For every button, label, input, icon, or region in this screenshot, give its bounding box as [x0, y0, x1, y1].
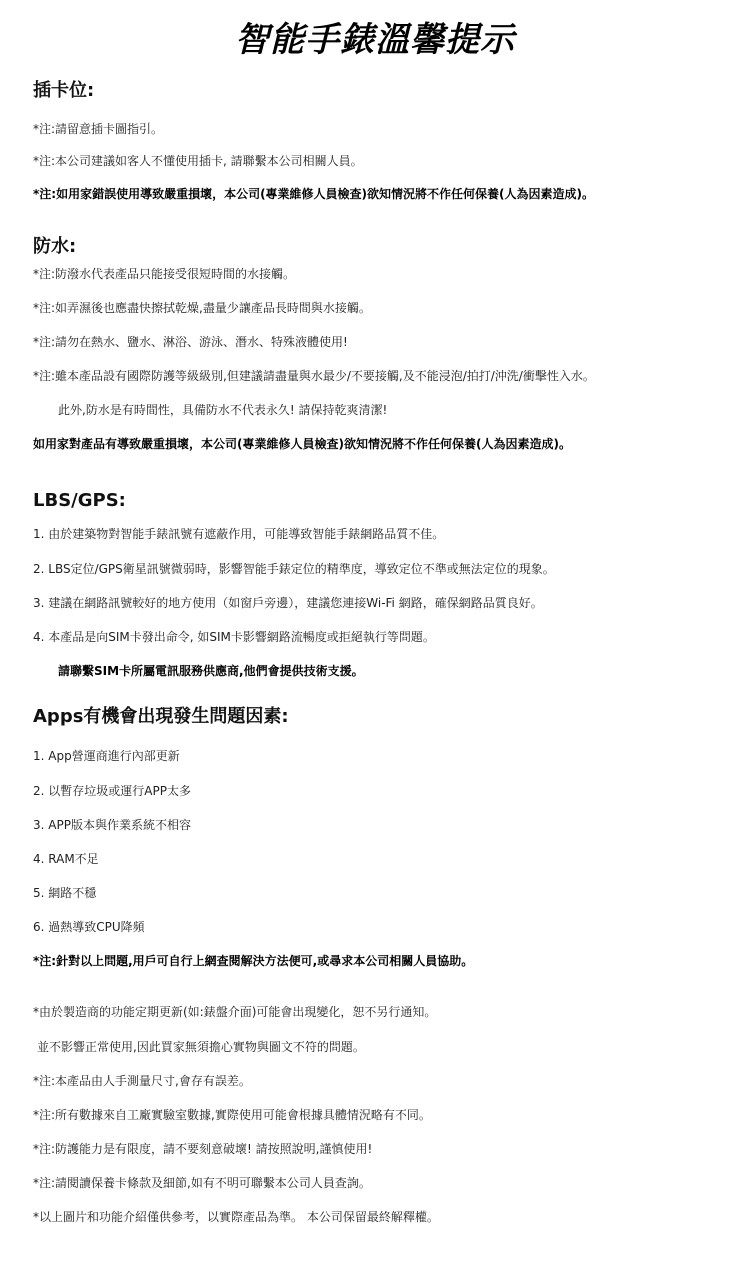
card-slot-heading: 插卡位:	[33, 80, 95, 101]
lbs-item: 4. 本產品是向SIM卡發出命令, 如SIM卡影響網路流暢度或拒絕執行等問題。	[33, 630, 435, 644]
lbs-heading: LBS/GPS:	[33, 490, 126, 511]
apps-item: 6. 過熱導致CPU降頻	[33, 920, 145, 934]
waterproof-note: *注:如弄濕後也應盡快擦拭乾燥,盡量少讓產品長時間與水接觸。	[33, 301, 371, 315]
general-note: *由於製造商的功能定期更新(如:錶盤介面)可能會出現變化，恕不另行通知。	[33, 1005, 437, 1019]
card-slot-note: *注:請留意插卡圖指引。	[33, 122, 164, 136]
waterproof-note: *注:請勿在熱水、鹽水、淋浴、游泳、潛水、特殊液體使用!	[33, 335, 348, 349]
apps-item: 1. App營運商進行內部更新	[33, 749, 180, 763]
apps-item: 3. APP版本與作業系統不相容	[33, 818, 191, 832]
lbs-item: 1. 由於建築物對智能手錶訊號有遮蔽作用，可能導致智能手錶網路品質不佳。	[33, 527, 445, 541]
general-note: *注:本產品由人手測量尺寸,會存有誤差。	[33, 1074, 251, 1088]
lbs-item: 3. 建議在網路訊號較好的地方使用（如窗戶旁邊），建議您連接Wi-Fi 網路，確保網路品質良好。	[33, 596, 543, 610]
apps-item: 5. 網路不穩	[33, 886, 97, 900]
general-note: *注:所有數據來自工廠實驗室數據,實際使用可能會根據具體情況略有不同。	[33, 1108, 431, 1122]
apps-support-note: *注:針對以上問題,用戶可自行上網查閱解決方法便可,或尋求本公司相關人員協助。	[33, 954, 474, 968]
waterproof-note: *注:雖本產品設有國際防護等級級別,但建議請盡量與水最少/不要接觸,及不能浸泡/拍打/沖洗/衝擊性入水。	[33, 369, 595, 383]
card-slot-note: *注:本公司建議如客人不懂使用插卡, 請聯繫本公司相關人員。	[33, 154, 363, 168]
general-note: 並不影響正常使用,因此買家無須擔心實物與圖文不符的問題。	[37, 1040, 365, 1054]
general-note: *注:請閱讀保養卡條款及細節,如有不明可聯繫本公司人員查詢。	[33, 1176, 371, 1190]
general-note: *注:防護能力是有限度，請不要刻意破壞! 請按照說明,謹慎使用!	[33, 1142, 373, 1156]
card-slot-warning: *注:如用家錯誤使用導致嚴重損壞，本公司(專業維修人員檢查)欲知情況將不作任何保養(人為因素造成)。	[33, 187, 595, 201]
apps-item: 4. RAM不足	[33, 852, 99, 866]
page-title: 智能手錶溫馨提示	[235, 20, 515, 60]
waterproof-note: *注:防潑水代表產品只能接受很短時間的水接觸。	[33, 267, 296, 281]
apps-item: 2. 以暫存垃圾或運行APP太多	[33, 784, 191, 798]
general-note: *以上圖片和功能介紹僅供參考，以實際產品為準。 本公司保留最終解釋權。	[33, 1210, 439, 1224]
waterproof-warning: 如用家對產品有導致嚴重損壞，本公司(專業維修人員檢查)欲知情況將不作任何保養(人為因素造成)。	[33, 437, 571, 451]
waterproof-heading: 防水:	[33, 236, 77, 257]
lbs-support-note: 請聯繫SIM卡所屬電訊服務供應商,他們會提供技術支援。	[58, 664, 364, 678]
waterproof-note: 此外,防水是有時間性，具備防水不代表永久! 請保持乾爽清潔!	[58, 403, 388, 417]
lbs-item: 2. LBS定位/GPS衛星訊號微弱時，影響智能手錶定位的精準度，導致定位不準或無法定位的現象。	[33, 562, 555, 576]
apps-heading: Apps有機會出現發生問題因素:	[33, 706, 289, 727]
